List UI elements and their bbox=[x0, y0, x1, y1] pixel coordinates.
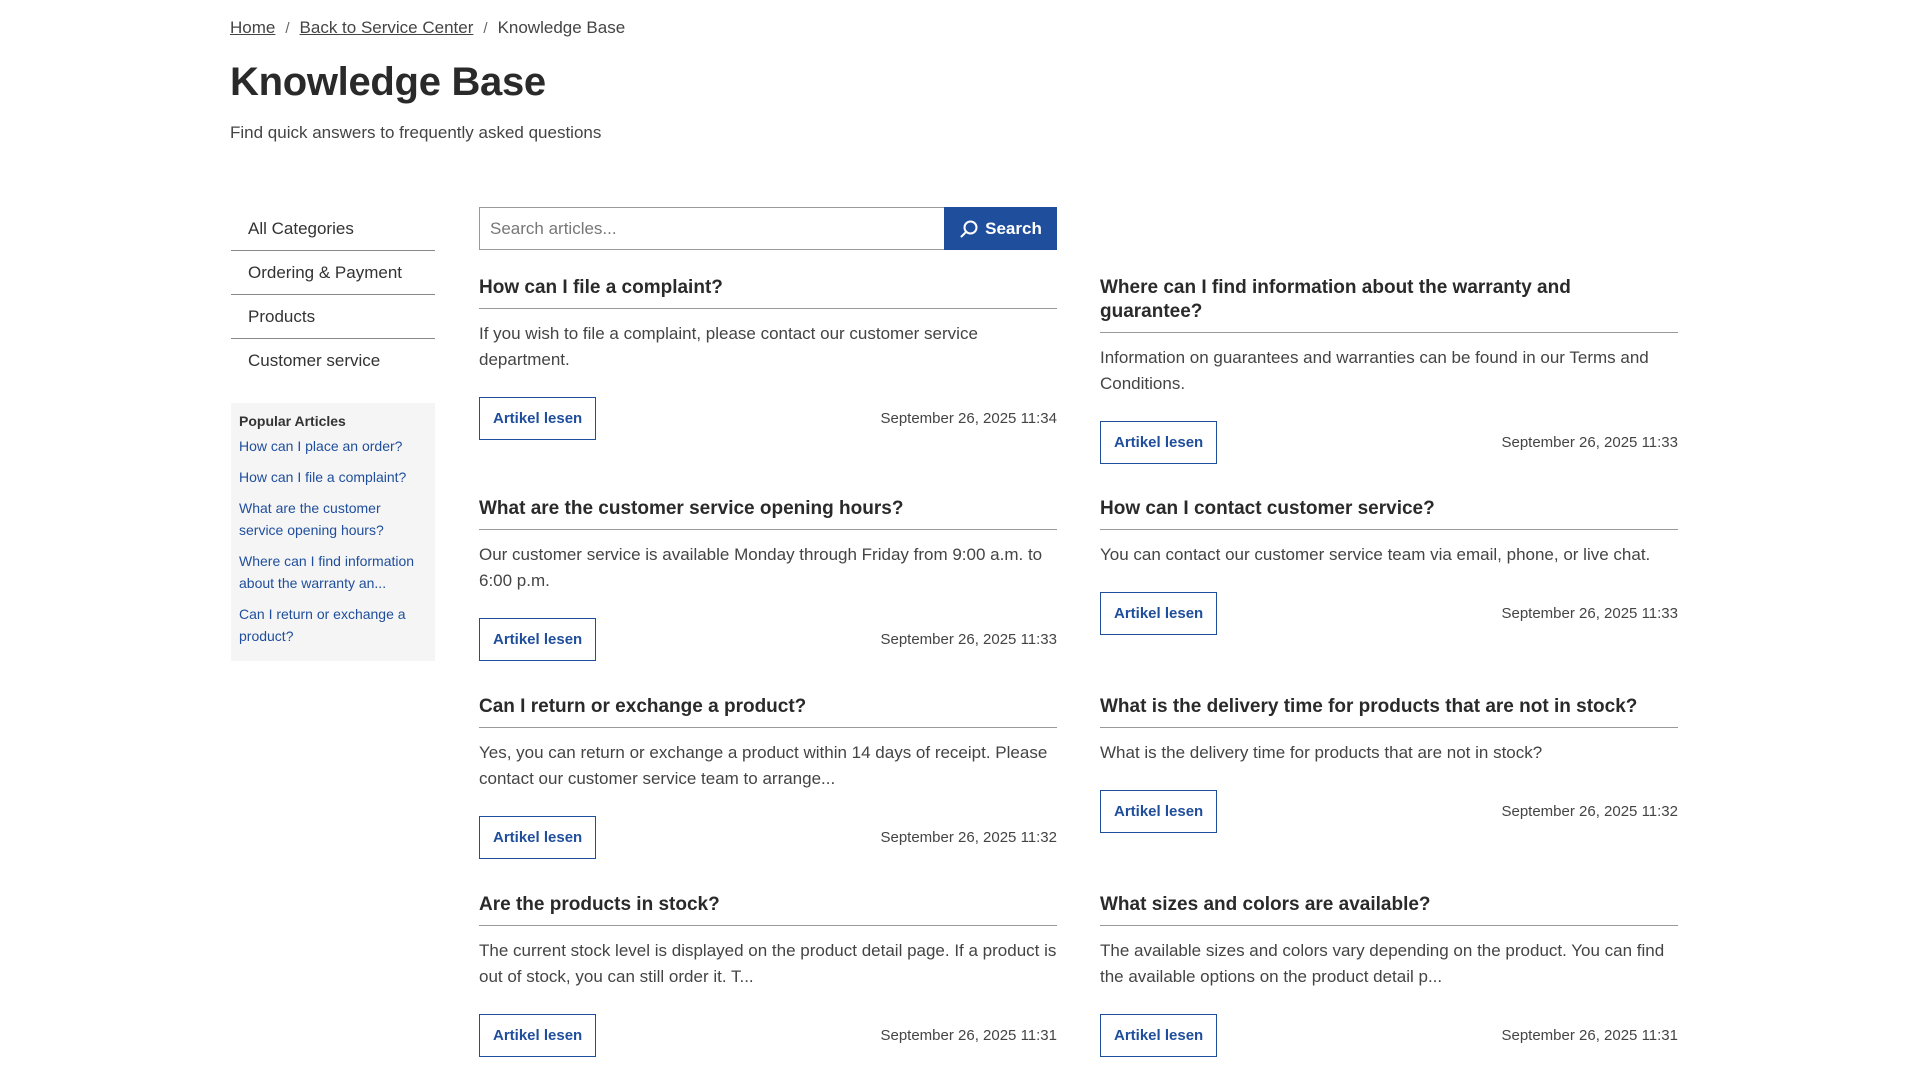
article-card bbox=[479, 695, 1057, 859]
search-button[interactable] bbox=[944, 207, 1057, 250]
article-date: September 26, 2025 11:33 bbox=[880, 631, 1057, 648]
article-excerpt: Yes, you can return or exchange a product within 14 days of receipt. Please contact our customer service team to arrange... bbox=[479, 743, 1048, 788]
page-title: Knowledge Base bbox=[230, 60, 546, 104]
article-footer bbox=[479, 397, 1057, 440]
article-card bbox=[479, 893, 1057, 1057]
category-customer-service[interactable]: Customer service bbox=[248, 351, 381, 370]
category-all[interactable]: All Categories bbox=[231, 207, 435, 251]
article-footer bbox=[479, 1014, 1057, 1057]
article-title: How can I file a complaint? bbox=[479, 276, 1057, 309]
article-title: Are the products in stock? bbox=[479, 893, 1057, 926]
popular-article-link[interactable]: How can I place an order? bbox=[239, 438, 403, 454]
article-date: September 26, 2025 11:31 bbox=[880, 1027, 1057, 1044]
breadcrumb-current: Knowledge Base bbox=[497, 18, 626, 37]
article-excerpt: If you wish to file a complaint, please contact our customer service department. bbox=[479, 324, 978, 369]
popular-article-link[interactable]: Where can I find information about the warranty an... bbox=[239, 553, 415, 591]
article-card bbox=[1100, 893, 1678, 1057]
breadcrumb-separator: / bbox=[483, 19, 488, 37]
read-article-button[interactable]: Artikel lesen bbox=[1100, 1014, 1217, 1057]
search-button-label: Search bbox=[985, 218, 1042, 238]
article-card bbox=[1100, 276, 1678, 464]
article-footer bbox=[1100, 1014, 1678, 1057]
read-article-button[interactable]: Artikel lesen bbox=[479, 397, 596, 440]
article-date: September 26, 2025 11:33 bbox=[1501, 434, 1678, 451]
read-article-button[interactable]: Artikel lesen bbox=[479, 816, 596, 859]
article-date: September 26, 2025 11:34 bbox=[880, 410, 1057, 427]
popular-article-link[interactable]: How can I file a complaint? bbox=[239, 469, 407, 485]
article-excerpt: What is the delivery time for products that are not in stock? bbox=[1100, 743, 1543, 762]
article-card bbox=[1100, 695, 1678, 833]
article-title: What sizes and colors are available? bbox=[1100, 893, 1678, 926]
article-footer bbox=[1100, 421, 1678, 464]
article-excerpt: Information on guarantees and warranties can be found in our Terms and Conditions. bbox=[1100, 348, 1649, 393]
article-excerpt: Our customer service is available Monday through Friday from 9:00 a.m. to 6:00 p.m. bbox=[479, 545, 1043, 590]
article-date: September 26, 2025 11:32 bbox=[1501, 803, 1678, 820]
article-footer bbox=[479, 618, 1057, 661]
article-excerpt: You can contact our customer service team via email, phone, or live chat. bbox=[1100, 545, 1651, 564]
article-card bbox=[1100, 497, 1678, 635]
popular-article-link[interactable]: Can I return or exchange a product? bbox=[239, 606, 406, 644]
read-article-button[interactable]: Artikel lesen bbox=[1100, 790, 1217, 833]
article-card bbox=[479, 276, 1057, 440]
popular-articles-panel bbox=[231, 403, 435, 661]
article-excerpt: The current stock level is displayed on the product detail page. If a product is out of stock, you can still order it. T... bbox=[479, 941, 1057, 986]
search-icon bbox=[959, 219, 979, 239]
breadcrumb bbox=[230, 18, 625, 38]
page-subtitle: Find quick answers to frequently asked questions bbox=[230, 123, 602, 142]
search-bar bbox=[479, 207, 1057, 250]
read-article-button[interactable]: Artikel lesen bbox=[479, 1014, 596, 1057]
article-date: September 26, 2025 11:33 bbox=[1501, 605, 1678, 622]
breadcrumb-home-link[interactable]: Home bbox=[230, 18, 276, 37]
article-excerpt: The available sizes and colors vary depending on the product. You can find the available options on the product detail p... bbox=[1100, 941, 1665, 986]
article-footer bbox=[1100, 790, 1678, 833]
article-card bbox=[479, 497, 1057, 661]
popular-articles-title: Popular Articles bbox=[239, 413, 346, 429]
article-footer bbox=[1100, 592, 1678, 635]
read-article-button[interactable]: Artikel lesen bbox=[479, 618, 596, 661]
article-title: What are the customer service opening hours? bbox=[479, 497, 1057, 530]
article-title: Can I return or exchange a product? bbox=[479, 695, 1057, 728]
article-title: Where can I find information about the warranty and guarantee? bbox=[1100, 276, 1678, 333]
read-article-button[interactable]: Artikel lesen bbox=[1100, 421, 1217, 464]
category-products[interactable]: Products bbox=[231, 295, 435, 339]
article-footer bbox=[479, 816, 1057, 859]
search-input[interactable] bbox=[479, 207, 944, 250]
article-title: What is the delivery time for products that are not in stock? bbox=[1100, 695, 1678, 728]
article-date: September 26, 2025 11:31 bbox=[1501, 1027, 1678, 1044]
article-date: September 26, 2025 11:32 bbox=[880, 829, 1057, 846]
sidebar bbox=[231, 207, 435, 661]
breadcrumb-separator: / bbox=[285, 19, 290, 37]
popular-article-link[interactable]: What are the customer service opening hours? bbox=[239, 500, 384, 538]
article-title: How can I contact customer service? bbox=[1100, 497, 1678, 530]
read-article-button[interactable]: Artikel lesen bbox=[1100, 592, 1217, 635]
category-ordering-payment[interactable]: Ordering & Payment bbox=[231, 251, 435, 295]
category-list bbox=[231, 207, 435, 383]
breadcrumb-service-center-link[interactable]: Back to Service Center bbox=[299, 18, 474, 37]
